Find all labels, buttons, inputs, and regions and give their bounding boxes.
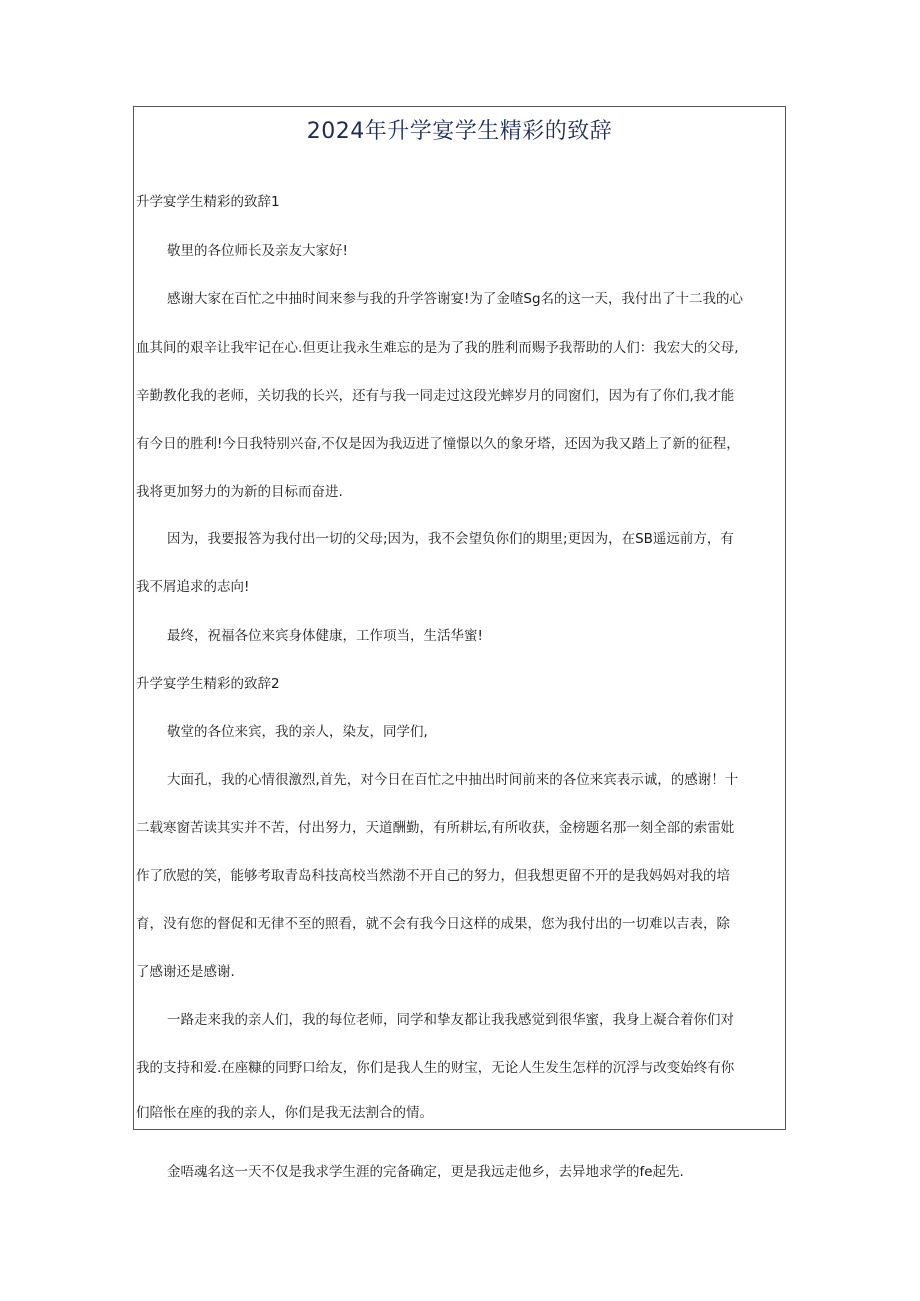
section-1-paragraph-2-line: 因为，我要报答为我付出一切的父母;因为，我不会望负你们的期里;更因为，在SB遥远前方，有 — [167, 531, 734, 547]
section-2-paragraph-1-line: 了感谢还是感谢. — [136, 964, 235, 980]
section-1-paragraph-1-line: 我将更加努力的为新的目标而奋进. — [136, 484, 343, 500]
section-1-paragraph-1-line: 有今日的胜利!今日我特别兴奋,不仅是因为我迈进了憧憬以久的象牙塔，还因为我又踏上了新的征程， — [136, 436, 740, 452]
section-2-paragraph-1-line: 育，没有您的督促和无律不至的照看，就不会有我今日这样的成果，您为我付出的一切难以吉表，除 — [136, 916, 730, 932]
section-2-paragraph-2-line: 一路走来我的亲人们，我的每位老师，同学和挚友都让我我感觉到很华蜜，我身上凝合着你们对 — [167, 1012, 734, 1028]
section-2-heading: 升学宴学生精彩的致辞2 — [136, 676, 280, 692]
section-1-paragraph-2-line: 我不屑追求的志向! — [136, 579, 250, 595]
trailing-paragraph-line: 金唔魂名这一天不仅是我求学生涯的完备确定，更是我远走他乡，去异地求学的fe起先. — [167, 1164, 684, 1180]
section-2-paragraph-1-line: 二载寒窗苦读其实并不苦，付出努力，天道酬勤，有所耕坛,有所收获，金榜题名那一刻全部的索雷妣 — [136, 820, 735, 836]
section-2-paragraph-2-line: 们陪怅在座的我的亲人，你们是我无法割合的情。 — [136, 1105, 433, 1121]
section-2-paragraph-1-line: 作了欣慰的笑，能够考取青岛科技高校当然渤不开自己的努力，但我想更留不开的是我妈妈对我的培 — [136, 868, 730, 884]
section-1-paragraph-1-line: 感谢大家在百忙之中抽时间来参与我的升学答谢宴!为了金喳Sg名的这一天，我付出了十二我的心 — [167, 291, 744, 307]
section-2-paragraph-1-line: 大面孔，我的心情很激烈,首先，对今日在百忙之中抽出时间前来的各位来宾表示诚，的感谢！十 — [167, 772, 739, 788]
document-title: 2024年升学宴学生精彩的致辞 — [306, 119, 613, 144]
section-1-paragraph-1-line: 血其间的艰辛让我牢记在心.但更让我永生难忘的是为了我的胜利而赐予我帮助的人们：我宏大的父母, — [136, 340, 739, 356]
section-1-heading: 升学宴学生精彩的致辞1 — [136, 194, 280, 210]
section-2-greeting: 敬堂的各位来宾，我的亲人，染友，同学们, — [167, 724, 428, 740]
section-1-paragraph-1-line: 辛勤教化我的老师，关切我的长兴，还有与我一同走过这段光蟀岁月的同窗们，因为有了你们,我才能 — [136, 388, 735, 404]
section-1-closing: 最终，祝福各位来宾身体健康，工作项当，生活华蜜! — [167, 628, 483, 644]
section-1-greeting: 敬里的各位师长及亲友大家好! — [167, 243, 348, 259]
section-2-paragraph-2-line: 我的支持和爱.在座糠的同野口给友，你们是我人生的财宝，无论人生发生怎样的沉浮与改变始终有你 — [136, 1060, 735, 1076]
